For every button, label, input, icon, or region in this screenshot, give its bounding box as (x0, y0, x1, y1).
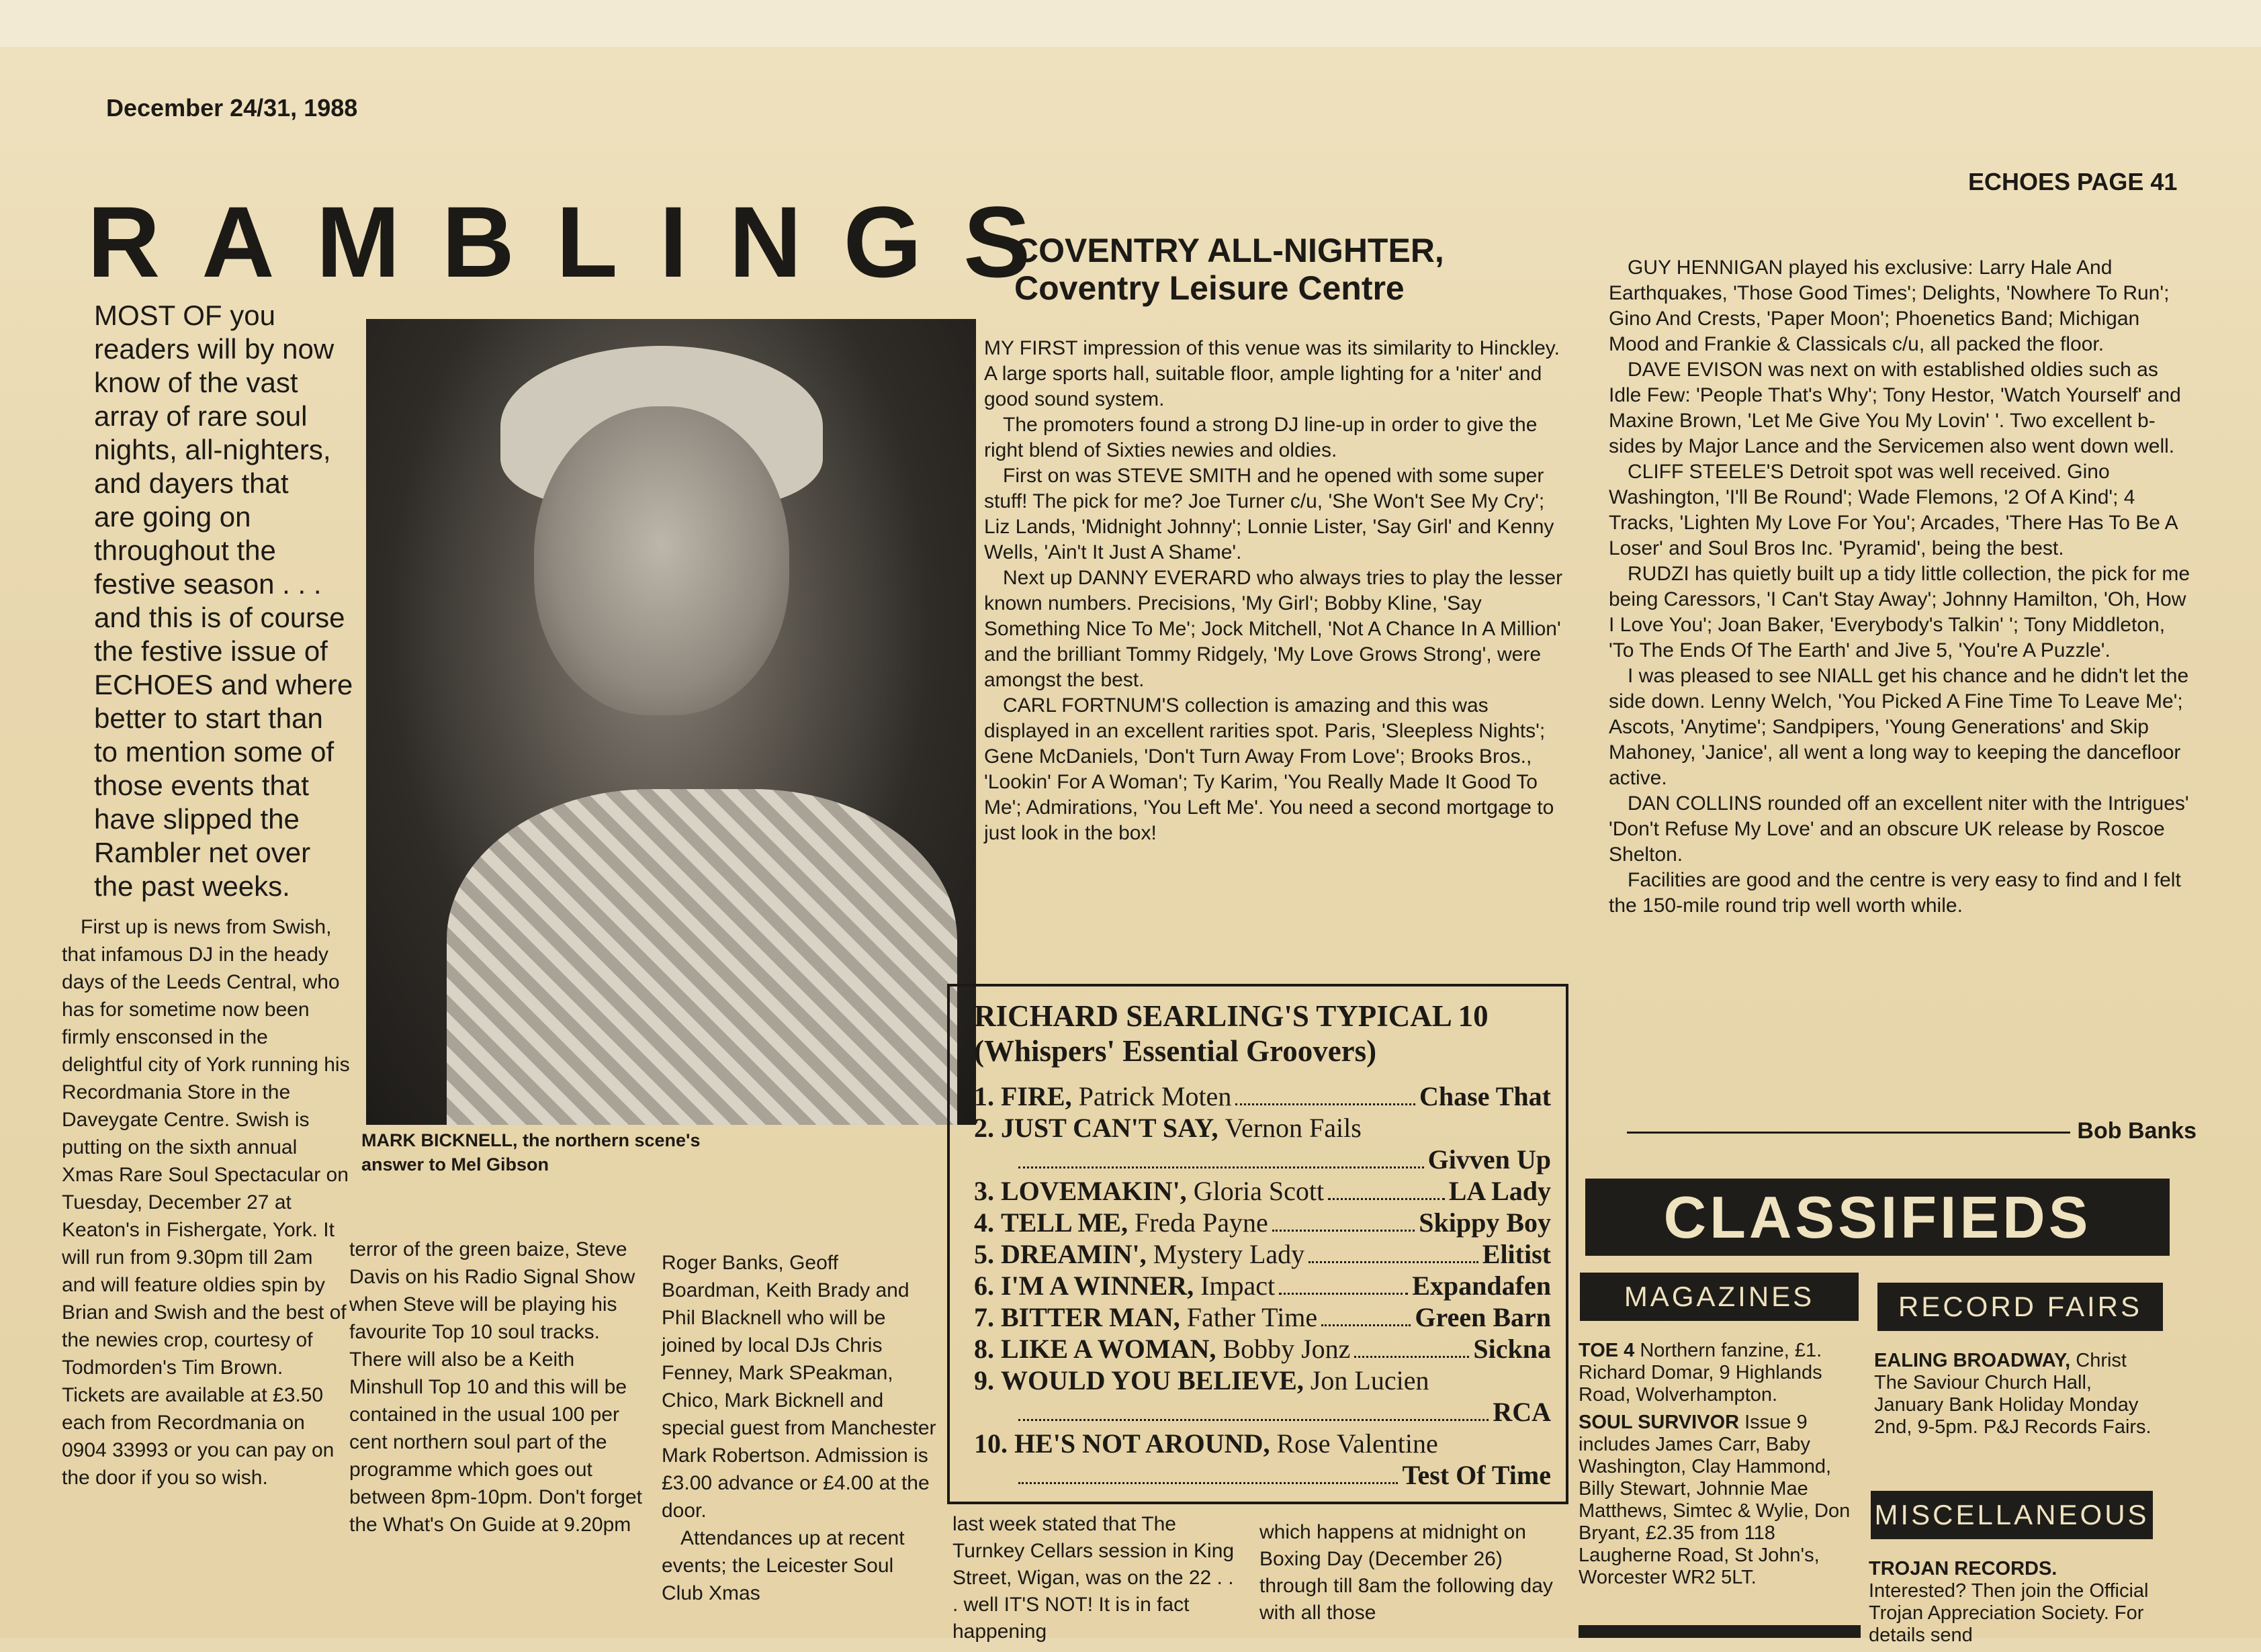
chart-leader-dots (1018, 1419, 1489, 1421)
ramblings-column-5 (1259, 1519, 1555, 1626)
chart-leader-dots (1018, 1482, 1398, 1484)
review-paragraph: RUDZI has quietly built up a tidy little collection, the pick for me being Caressors, 'I Can't Stay Away'; Johnny Hamilton, 'Oh, How I Love You'; Joan Baker, 'Everybody's Talkin' '; Tony Middleton, 'To The Ends Of The Earth' and Jive 5, 'You're A Puzzle'. (1609, 563, 2190, 661)
record-fairs-ads (1874, 1350, 2163, 1444)
lede-line: better to start than (94, 702, 323, 734)
chart-artist: Vernon Fails (1225, 1113, 1362, 1143)
lede-line: nights, all-nighters, (94, 434, 331, 465)
ramblings-col5-text: which happens at midnight on Boxing Day (December 26) through till 8am the following day with all those (1259, 1521, 1553, 1624)
lede-line: and dayers that (94, 467, 289, 499)
chart-entry (974, 1301, 1551, 1333)
ramblings-col4-text: last week stated that The Turnkey Cellars session in King Street, Wigan, was on the 22 . . . well IT'S NOT! It is in fact happening (952, 1513, 1235, 1643)
chart-rank: 7. (974, 1302, 994, 1332)
chart-artist: Rose Valentine (1276, 1428, 1438, 1459)
lede-line: and this is of course (94, 602, 345, 633)
chart-leader-dots (1018, 1166, 1424, 1168)
chart-entry-row (974, 1207, 1551, 1238)
ramblings-col2-text: terror of the green baize, Steve Davis on his Radio Signal Show when Steve will be playing his favourite Top 10 soul tracks. There will also be a Keith Minshull Top 10 and this will be contained in the usual 100 per cent northern soul part of the programme which goes out between 8pm-10pm. Don't forget the What's On Guide at 9.20pm (349, 1238, 642, 1536)
page-number: ECHOES PAGE 41 (1968, 168, 2178, 195)
lede-line: array of rare soul (94, 400, 308, 432)
review-paragraph: CLIFF STEELE'S Detroit spot was well received. Gino Washington, 'I'll Be Round'; Wade Flemons, '2 Of A Kind'; 4 Tracks, 'Lighten My Love For You'; Arcades, 'There Has To Be A Loser' and Soul Bros Inc. 'Pyramid', being the best. (1609, 461, 2177, 559)
chart-entry-row (974, 1112, 1551, 1144)
ramblings-column-2 (349, 1236, 648, 1539)
chart-entry (974, 1207, 1551, 1238)
classified-ad-lead: EALING BROADWAY, (1874, 1350, 2071, 1371)
chart-entry (974, 1428, 1551, 1491)
chart-leader-dots (1235, 1103, 1415, 1105)
review-paragraph: Facilities are good and the centre is very easy to find and I felt the 150-mile round trip well worth while. (1609, 869, 2181, 917)
ramblings-col1-text: First up is news from Swish, that infamous DJ in the heady days of the Leeds Central, who has for sometime now been firmly ensconsed in the delightful city of York running his Recordmania Store in the Daveygate Centre. Swish is putting on the sixth annual Xmas Rare Soul Spectacular on Tuesday, December 27 at Keaton's in Fishergate, York. It will run from 9.30pm till 2am and will feature oldies spin by Brian and Swish and the best of the newies crop, courtesy of Todmorden's Tim Brown. Tickets are available at £3.50 each from Recordmania on 0904 33993 or you can pay on the door if you so wish. (62, 916, 350, 1489)
lede-line: the past weeks. (94, 870, 290, 902)
miscellaneous-ads (1869, 1558, 2151, 1652)
review-signature (1592, 1118, 2197, 1144)
paper-top-edge (0, 0, 2261, 47)
review-column-1 (984, 336, 1575, 846)
magazines-subheading: MAGAZINES (1580, 1273, 1859, 1321)
classified-ad-text: Northern fanzine, £1. Richard Domar, 9 Highlands Road, Wolverhampton. (1579, 1340, 1822, 1406)
signature-rule (1627, 1132, 2070, 1134)
ramblings-col3b-text: Attendances up at recent events; the Leicester Soul Club Xmas (662, 1527, 905, 1604)
chart-leader-dots (1354, 1356, 1469, 1358)
next-subheading-bar (1579, 1625, 1861, 1638)
chart-entry-row (974, 1238, 1551, 1270)
chart-label: LA Lady (1448, 1176, 1551, 1206)
chart-rank: 10. (974, 1428, 1008, 1459)
chart-entry (974, 1175, 1551, 1207)
lede-line: are going on (94, 501, 251, 533)
chart-label: Expandafen (1412, 1271, 1551, 1301)
chart-entry-row (974, 1175, 1551, 1207)
chart-list (974, 1081, 1551, 1491)
section-masthead: RAMBLINGS (87, 185, 1073, 298)
chart-entry (974, 1270, 1551, 1301)
lede-line: those events that (94, 770, 309, 801)
chart-entry-row (974, 1396, 1551, 1428)
chart-label: Givven Up (1427, 1144, 1551, 1175)
chart-song-title: FIRE, (1001, 1081, 1072, 1111)
chart-artist: Jon Lucien (1310, 1365, 1429, 1395)
chart-entry (974, 1365, 1551, 1428)
photo-face (534, 406, 789, 715)
lede-paragraph (94, 299, 376, 903)
lede-line: festive season . . . (94, 568, 322, 600)
lede-line: the festive issue of (94, 635, 328, 667)
chart-rank: 3. (974, 1176, 994, 1206)
portrait-photo (366, 319, 976, 1125)
chart-rank: 4. (974, 1207, 994, 1238)
review-paragraph: I was pleased to see NIALL get his chance and he didn't let the side down. Lenny Welch, 'You Picked A Fine Time To Leave Me'; Ascots, 'Anytime'; Sandpipers, 'Young Generations' and Skip Mahoney, 'Janice', all went a long way to keeping the dancefloor active. (1609, 665, 2189, 789)
classified-ad (1869, 1558, 2151, 1647)
lede-line: know of the vast (94, 367, 298, 398)
chart-artist: Mystery Lady (1153, 1239, 1305, 1269)
chart-entry-row (974, 1081, 1551, 1112)
chart-entry (974, 1081, 1551, 1112)
chart-leader-dots (1309, 1261, 1478, 1263)
record-fairs-subheading: RECORD FAIRS (1877, 1283, 2163, 1331)
chart-label: Green Barn (1415, 1302, 1551, 1332)
chart-song-title: LOVEMAKIN', (1001, 1176, 1187, 1206)
classified-ad (1874, 1350, 2163, 1438)
classified-ad (1579, 1340, 1867, 1406)
classified-ad-lead: SOUL SURVIVOR (1579, 1412, 1740, 1433)
chart-entry (974, 1238, 1551, 1270)
classifieds-heading: CLASSIFIEDS (1585, 1179, 2170, 1256)
chart-entry-row (974, 1144, 1551, 1175)
chart-song-title: HE'S NOT AROUND, (1014, 1428, 1270, 1459)
chart-label: Chase That (1419, 1081, 1551, 1111)
chart-leader-dots (1272, 1230, 1415, 1232)
review-paragraph: GUY HENNIGAN played his exclusive: Larry Hale And Earthquakes, 'Those Good Times'; Delights, 'Nowhere To Run'; Gino And Crests, 'Paper Moon'; Phoenetics Band; Michigan Mood and Frankie & Classicals c/u, all packed the floor. (1609, 257, 2170, 355)
chart-entry-row (974, 1428, 1551, 1459)
chart-entry-row (974, 1301, 1551, 1333)
classified-ad-text: Issue 9 includes James Carr, Baby Washington, Clay Hammond, Billy Stewart, Johnnie Mae Matthews, Simtec & Wylie, Don Bryant, £2.35 from 118 Laugherne Road, St John's, Worcester WR2 5LT. (1579, 1412, 1851, 1588)
classified-ad-lead: TOE 4 (1579, 1340, 1635, 1361)
chart-entry (974, 1333, 1551, 1365)
review-paragraph: DAVE EVISON was next on with established oldies such as Idle Few: 'People That's Why'; Tony Hestor, 'Watch Yourself' and Maxine Brown, 'Let Me Give You My Lovin' '. Two excellent b-sides by Major Lance and the Servicemen also went down well. (1609, 359, 2181, 457)
chart-song-title: I'M A WINNER, (1001, 1271, 1194, 1301)
chart-title: RICHARD SEARLING'S TYPICAL 10 (Whispers' Essential Groovers) (974, 999, 1489, 1068)
review-paragraph: MY FIRST impression of this venue was its similarity to Hinckley. A large sports hall, suitable floor, ample lighting for a 'niter' and good sound system. (984, 337, 1560, 410)
miscellaneous-subheading: MISCELLANEOUS (1871, 1491, 2153, 1539)
chart-artist: Freda Payne (1134, 1207, 1268, 1238)
review-paragraph: CARL FORTNUM'S collection is amazing and this was displayed in an excellent rarities spot. Paris, 'Sleepless Nights'; Gene McDaniels, 'Don't Turn Away From Love'; Brooks Bros., 'Lookin' For A Woman'; Ty Karim, 'You Really Made It Good To Me'; Admirations, 'You Left Me'. You need a second mortgage to just look in the box! (984, 694, 1554, 844)
chart-entry-row (974, 1270, 1551, 1301)
lede-line: have slipped the (94, 803, 300, 835)
lede-line: readers will by now (94, 333, 335, 365)
chart-label: Skippy Boy (1419, 1207, 1551, 1238)
chart-artist: Father Time (1186, 1302, 1318, 1332)
chart-artist: Patrick Moten (1078, 1081, 1232, 1111)
chart-artist: Impact (1200, 1271, 1276, 1301)
classified-ad (1579, 1412, 1867, 1589)
chart-song-title: LIKE A WOMAN, (1001, 1334, 1216, 1364)
chart-rank: 8. (974, 1334, 994, 1364)
magazines-ads (1579, 1340, 1867, 1594)
chart-leader-dots (1328, 1198, 1445, 1200)
lede-line: ECHOES and where (94, 669, 353, 700)
chart-leader-dots (1279, 1293, 1408, 1295)
classified-ad-lead: TROJAN RECORDS. (1869, 1558, 2057, 1579)
chart-rank: 5. (974, 1239, 994, 1269)
chart-rank: 2. (974, 1113, 994, 1143)
review-paragraph: First on was STEVE SMITH and he opened with some super stuff! The pick for me? Joe Turner c/u, 'She Won't See My Cry'; Liz Lands, 'Midnight Johnny'; Lonnie Lister, 'Say Girl' and Kenny Wells, 'Ain't It Just A Shame'. (984, 465, 1554, 563)
lede-line: MOST OF you (94, 300, 275, 331)
chart-song-title: JUST CAN'T SAY, (1001, 1113, 1218, 1143)
chart-entry (974, 1112, 1551, 1175)
chart-label: Sickna (1473, 1334, 1551, 1364)
top-ten-chart-box (947, 984, 1568, 1504)
chart-rank: 1. (974, 1081, 994, 1111)
lede-line: throughout the (94, 535, 276, 566)
chart-entry-row (974, 1333, 1551, 1365)
issue-date: December 24/31, 1988 (106, 94, 358, 122)
chart-leader-dots (1321, 1324, 1411, 1326)
lede-line: Rambler net over (94, 837, 311, 868)
ramblings-col3-text: Roger Banks, Geoff Boardman, Keith Brady and Phil Blacknell who will be joined by local DJs Chris Fenney, Mark SPeakman, Chico, Mark Bicknell and special guest from Manchester Mark Robertson. Admission is £3.00 advance or £4.00 at the door. (662, 1252, 936, 1522)
chart-label: Elitist (1482, 1239, 1551, 1269)
review-paragraph: DAN COLLINS rounded off an excellent niter with the Intrigues' 'Don't Refuse My Love' and an obscure UK release by Roscoe Shelton. (1609, 792, 2189, 866)
chart-song-title: BITTER MAN, (1001, 1302, 1180, 1332)
classified-ad-text: Interested? Then join the Official Trojan Appreciation Society. For details send (1869, 1580, 2149, 1646)
chart-artist: Bobby Jonz (1223, 1334, 1351, 1364)
chart-song-title: WOULD YOU BELIEVE, (1001, 1365, 1304, 1395)
chart-rank: 6. (974, 1271, 994, 1301)
chart-label: RCA (1493, 1397, 1551, 1427)
ramblings-column-4 (952, 1511, 1241, 1645)
lede-line: to mention some of (94, 736, 335, 768)
chart-artist: Gloria Scott (1193, 1176, 1325, 1206)
chart-label: Test Of Time (1402, 1460, 1551, 1490)
chart-entry-row (974, 1365, 1551, 1396)
chart-song-title: DREAMIN', (1001, 1239, 1147, 1269)
classified-ad-text: Christ The Saviour Church Hall, January Bank Holiday Monday 2nd, 9-5pm. P&J Records Fairs. (1874, 1350, 2152, 1438)
photo-shirt (447, 789, 957, 1125)
review-heading: COVENTRY ALL-NIGHTER, Coventry Leisure Centre (1014, 232, 1444, 307)
review-column-2 (1609, 255, 2193, 919)
review-paragraph: Next up DANNY EVERARD who always tries to play the lesser known numbers. Precisions, 'My Girl'; Bobby Kline, 'Say Something Nice To Me'; Jock Mitchell, 'Not A Chance In A Million' and the brilliant Tommy Ridgely, 'My Love Grows Strong', were amongst the best. (984, 567, 1563, 691)
chart-song-title: TELL ME, (1001, 1207, 1128, 1238)
ramblings-column-3 (662, 1249, 940, 1607)
signature-name: Bob Banks (2077, 1118, 2197, 1144)
chart-entry-row (974, 1459, 1551, 1491)
chart-rank: 9. (974, 1365, 994, 1395)
review-paragraph: The promoters found a strong DJ line-up in order to give the right blend of Sixties newies and oldies. (984, 414, 1538, 461)
photo-caption: MARK BICKNELL, the northern scene's answer to Mel Gibson (361, 1130, 701, 1175)
ramblings-column-1 (62, 913, 351, 1492)
